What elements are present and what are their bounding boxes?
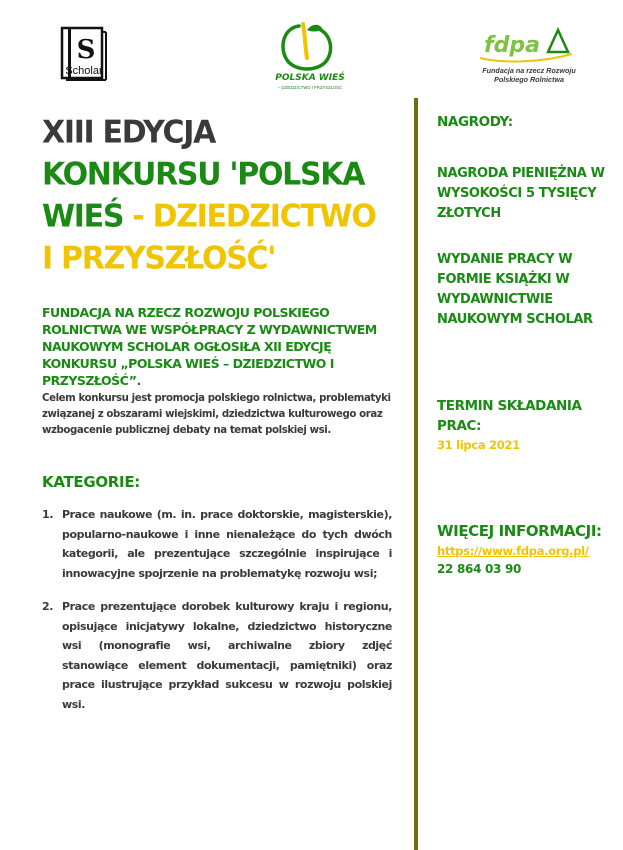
deadline-heading: TERMIN SKŁADANIA PRAC: [437,398,582,434]
polska-wies-logo-subtitle: – DZIEDZICTWO I PRZYSZŁOŚĆ [278,85,342,90]
more-info-link-wrap [437,542,607,560]
main-column [42,112,392,728]
contact-phone: 22 864 03 90 [437,562,522,576]
column-divider [414,98,418,850]
categories-heading: KATEGORIE: [42,473,140,491]
contest-description: Celem konkursu jest promocja polskiego rolnictwa, problematyki związanej z obszarami wiejskimi, dziedzictwa kulturowego oraz wzbogacenie publicznej debaty na temat polskiej wsi. [42,393,391,436]
scholar-logo-letter: S [76,35,96,65]
title-contest-name: KONKURSU 'POLSKA WIEŚ [42,156,365,235]
fdpa-logo [474,20,584,90]
polska-wies-logo-title: POLSKA WIEŚ [275,73,345,83]
category-number: 2. [42,600,54,613]
deadline-date: 31 lipca 2021 [437,438,520,452]
fdpa-logo-line1: Fundacja na rzecz Rozwoju [482,66,576,75]
polska-wies-logo [255,18,365,93]
prizes-heading: NAGRODY: [437,114,513,130]
category-text: Prace naukowe (m. in. prace doktorskie, magisterskie), popularno-naukowe i inne nienależące do tych dwóch kategorii, ale prezentujące szczególnie inspirujące i innowacyjne spojrzenie na problematykę rozwoju wsi; [62,508,392,580]
scholar-logo [60,26,108,82]
category-item [42,505,392,583]
category-item [42,597,392,714]
prize-cash: NAGRODA PIENIĘŻNA W WYSOKOŚCI 5 TYSIĘCY ZŁOTYCH [437,166,605,221]
category-number: 1. [42,508,54,521]
intro-announcement: FUNDACJA NA RZECZ ROZWOJU POLSKIEGO ROLNICTWA WE WSPÓŁPRACY Z WYDAWNICTWEM NAUKOWYM SCHOLAR OGŁOSIŁA XII EDYCJĘ KONKURSU „POLSKA WIEŚ – DZIEDZICTWO I PRZYSZŁOŚĆ”. [42,305,377,388]
fdpa-logo-line2: Polskiego Rolnictwa [494,75,564,84]
prize-book: WYDANIE PRACY W FORMIE KSIĄŻKI W WYDAWNICTWIE NAUKOWYM SCHOLAR [437,252,593,327]
fdpa-logo-mark: fdpa [484,33,540,58]
sidebar-column [437,112,607,578]
page-title [42,112,392,280]
more-info-link[interactable]: https://www.fdpa.org.pl/ [437,544,589,558]
more-info-heading: WIĘCEJ INFORMACJI: [437,522,602,540]
category-text: Prace prezentujące dorobek kulturowy kraju i regionu, opisujące inicjatywy lokalne, dziedzictwo historyczne wsi (monografie wsi, archiwalne zbiory zdjęć stanowiące element dokumentacji, pamiętniki) oraz prace ilustrujące przykład sukcesu w rozwoju polskiej wsi. [62,600,392,711]
title-edition: XIII EDYCJA [42,114,216,151]
title-contest-subtitle: - DZIEDZICTWO I PRZYSZŁOŚĆ' [42,198,376,277]
categories-list [42,505,392,714]
logo-bar [0,0,623,100]
scholar-logo-label: Scholar [65,65,103,77]
